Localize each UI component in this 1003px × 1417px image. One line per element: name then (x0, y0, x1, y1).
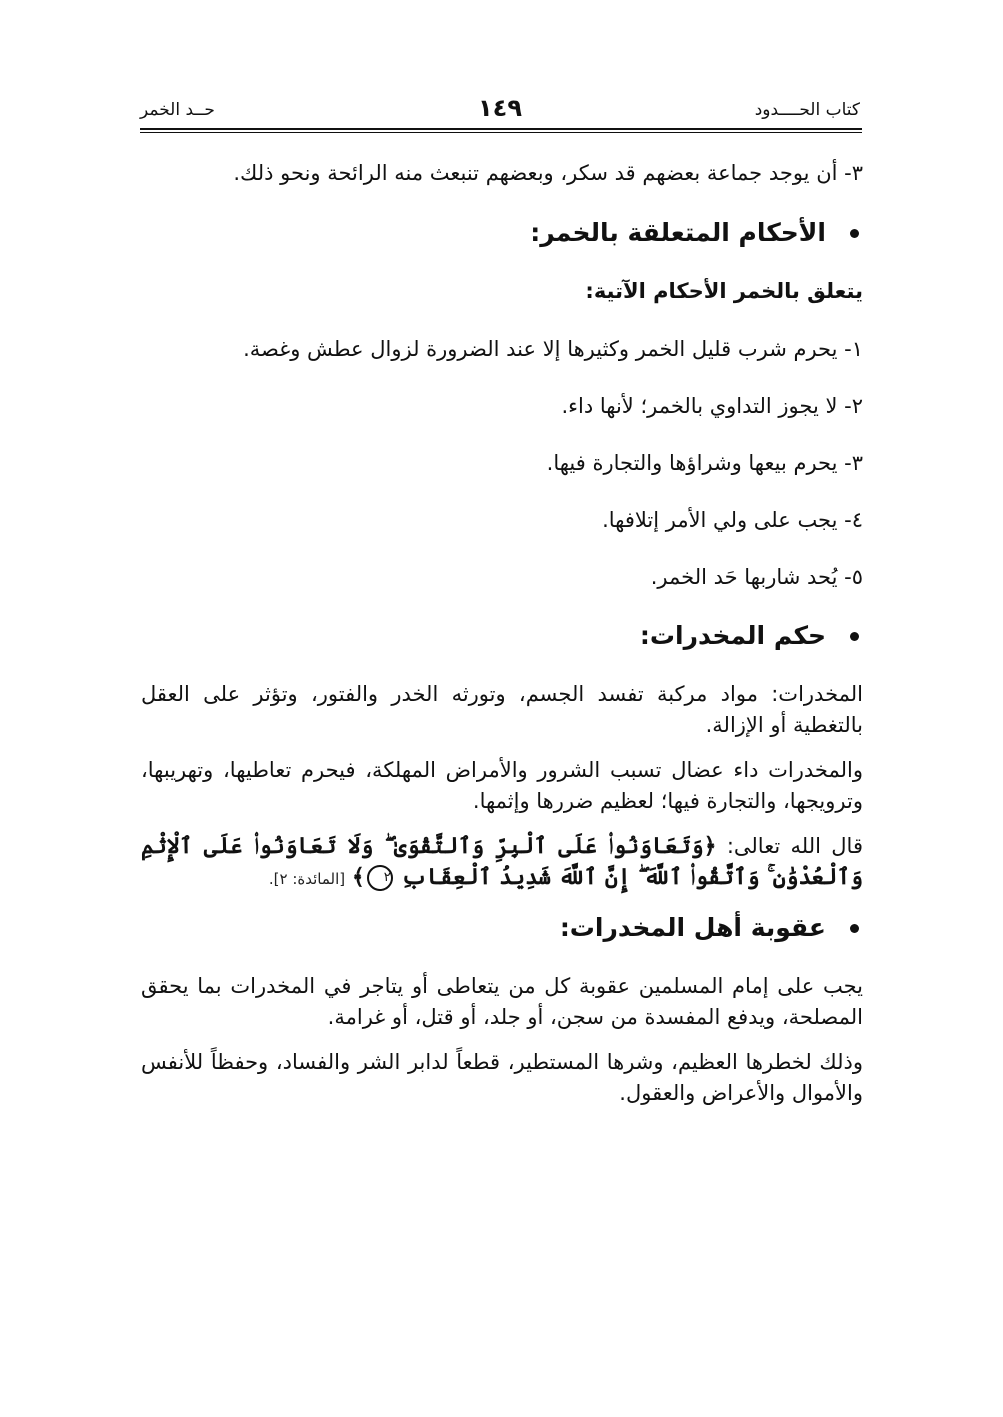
paragraph: يجب على إمام المسلمين عقوبة كل من يتعاطى أو يتاجر في المخدرات بما يحقق المصلحة، ويدفع المفسدة من سجن، أو جلد، أو قتل، أو غرامة. (141, 974, 863, 1029)
quote-intro: قال الله تعالى: (716, 834, 863, 858)
header-rule (140, 128, 862, 130)
bullet-icon (850, 632, 859, 641)
header-rule-thin (140, 132, 862, 133)
paragraph: والمخدرات داء عضال تسبب الشرور والأمراض المهلكة، فيحرم تعاطيها، وتهريبها، وترويجها، والتجارة فيها؛ لعظيم ضررها وإثمها. (141, 758, 863, 813)
list-item: ٣- يحرم بيعها وشراؤها والتجارة فيها. (546, 451, 863, 475)
paragraph: وذلك لخطرها العظيم، وشرها المستطير، قطعاً لدابر الشر والفساد، وحفظاً للأنفس والأموال والأعراض والعقول. (141, 1050, 863, 1105)
quran-verse: وَتَعَاوَنُوا۟ عَلَى ٱلْبِرِّ وَٱلتَّقْوَىٰ ۖ وَلَا تَعَاوَنُوا۟ عَلَى ٱلْإِثْمِ وَٱلْعُدْوَٰنِ ۚ وَٱتَّقُوا۟ ٱللَّهَ ۖ إِنَّ ٱللَّهَ شَدِيدُ ٱلْعِقَابِ (141, 833, 863, 890)
verse-number-marker: ٢ (367, 865, 393, 891)
list-item: ٢- لا يجوز التداوي بالخمر؛ لأنها داء. (561, 394, 863, 418)
verse-reference: [المائدة: ٢]. (268, 870, 346, 888)
paragraph: المخدرات: مواد مركبة تفسد الجسم، وتورثه الخدر والفتور، وتؤثر على العقل بالتغطية أو الإزالة. (141, 682, 863, 737)
book-title: كتاب الحــــدود (754, 100, 860, 120)
quran-quote (141, 831, 863, 895)
running-header (140, 94, 860, 130)
page-number: ١٤٩ (478, 94, 522, 122)
section-heading-wine-rulings (141, 216, 863, 250)
list-item: ٥- يُحد شاربها حَد الخمر. (650, 565, 863, 589)
subheading: يتعلق بالخمر الأحكام الآتية: (585, 279, 863, 303)
page-body (141, 158, 863, 1123)
section-heading-text: الأحكام المتعلقة بالخمر: (530, 218, 826, 247)
section-heading-text: حكم المخدرات: (639, 621, 826, 650)
ornate-bracket-open: ﴿ (703, 833, 717, 859)
list-item: ٤- يجب على ولي الأمر إتلافها. (602, 508, 863, 532)
ornate-bracket-close: ﴾ (351, 864, 365, 890)
bullet-icon (850, 229, 859, 238)
list-item: ١- يحرم شرب قليل الخمر وكثيرها إلا عند الضرورة لزوال عطش وغصة. (243, 337, 863, 361)
bullet-icon (850, 924, 859, 933)
section-heading-drug-punishment (141, 911, 863, 945)
intro-line: ٣- أن يوجد جماعة بعضهم قد سكر، وبعضهم تنبعث منه الرائحة ونحو ذلك. (233, 161, 863, 185)
section-heading-text: عقوبة أهل المخدرات: (559, 913, 826, 942)
section-heading-drugs-ruling (141, 619, 863, 653)
chapter-title: حــد الخمر (140, 100, 215, 120)
